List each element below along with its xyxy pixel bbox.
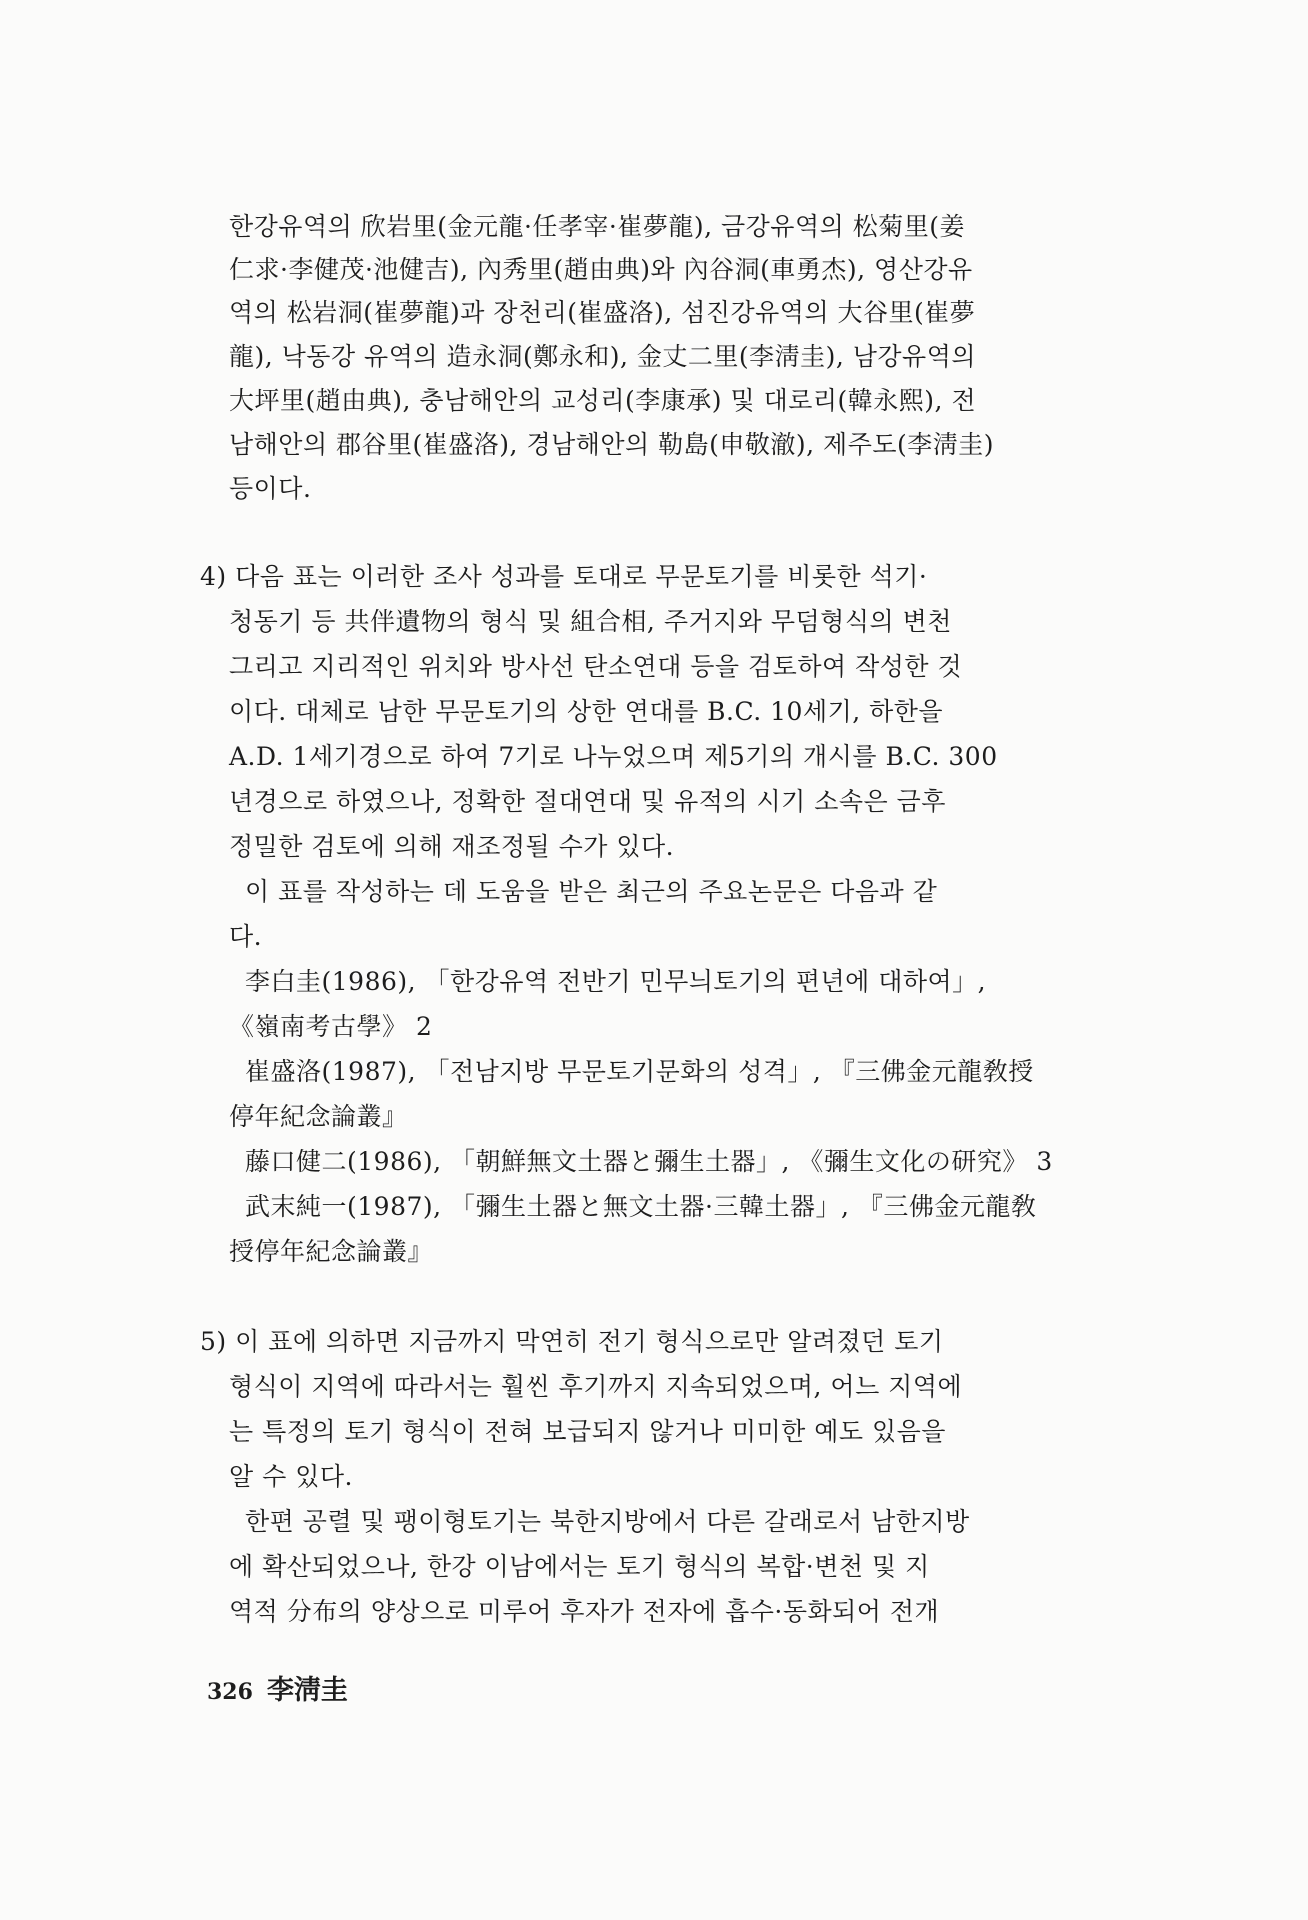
reference-line: 崔盛洛(1987), 「전남지방 무문토기문화의 성격」, 『三佛金元龍敎授	[245, 1057, 1034, 1086]
text-line: 한편 공렬 및 팽이형토기는 북한지방에서 다른 갈래로서 남한지방	[245, 1507, 970, 1536]
text-line: 大坪里(趙由典), 충남해안의 교성리(李康承) 및 대로리(韓永熙), 전	[229, 386, 977, 415]
running-author: 李淸圭	[266, 1675, 348, 1706]
text-line: 청동기 등 共伴遺物의 형식 및 組合相, 주거지와 무덤형식의 변천	[229, 607, 952, 636]
note-5-first-line: 5) 이 표에 의하면 지금까지 막연히 전기 형식으로만 알려졌던 토기	[200, 1327, 944, 1356]
reference-line: 《嶺南考古學》 2	[229, 1012, 433, 1041]
text-line: 龍), 낙동강 유역의 造永洞(鄭永和), 金丈二里(李淸圭), 남강유역의	[229, 342, 976, 371]
text-line: 仁求·李健茂·池健吉), 內秀里(趙由典)와 內谷洞(車勇杰), 영산강유	[229, 255, 973, 284]
text-line: 이 표를 작성하는 데 도움을 받은 최근의 주요논문은 다음과 같	[245, 877, 938, 906]
reference-line: 藤口健二(1986), 「朝鮮無文土器と彌生土器」, 《彌生文化の研究》 3	[245, 1147, 1053, 1176]
text-line: 역적 分布의 양상으로 미루어 후자가 전자에 흡수·동화되어 전개	[229, 1597, 940, 1626]
page-footer	[207, 1668, 348, 1707]
text-line: 이다. 대체로 남한 무문토기의 상한 연대를 B.C. 10세기, 하한을	[229, 697, 944, 726]
text-line: 그리고 지리적인 위치와 방사선 탄소연대 등을 검토하여 작성한 것	[229, 652, 963, 681]
text-line: 정밀한 검토에 의해 재조정될 수가 있다.	[229, 832, 675, 861]
note-4-first-line: 4) 다음 표는 이러한 조사 성과를 토대로 무문토기를 비롯한 석기·	[200, 562, 928, 591]
text-line: A.D. 1세기경으로 하여 7기로 나누었으며 제5기의 개시를 B.C. 300	[229, 742, 998, 771]
page-number: 326	[207, 1679, 253, 1705]
text-line: 년경으로 하였으나, 정확한 절대연대 및 유적의 시기 소속은 금후	[229, 787, 946, 816]
reference-line: 授停年紀念論叢』	[229, 1237, 434, 1266]
reference-line: 停年紀念論叢』	[229, 1102, 408, 1131]
text-line: 다.	[229, 922, 263, 951]
text-line: 역의 松岩洞(崔夢龍)과 장천리(崔盛洛), 섬진강유역의 大谷里(崔夢	[229, 298, 976, 327]
text-line: 등이다.	[229, 474, 312, 503]
text-line: 에 확산되었으나, 한강 이남에서는 토기 형식의 복합·변천 및 지	[229, 1552, 930, 1581]
text-line: 한강유역의 欣岩里(金元龍·任孝宰·崔夢龍), 금강유역의 松菊里(姜	[229, 212, 965, 241]
text-line: 형식이 지역에 따라서는 훨씬 후기까지 지속되었으며, 어느 지역에	[229, 1372, 963, 1401]
text-line: 알 수 있다.	[229, 1462, 353, 1491]
text-line: 남해안의 郡谷里(崔盛洛), 경남해안의 勒島(申敬澈), 제주도(李淸圭)	[229, 430, 995, 459]
text-line: 는 특정의 토기 형식이 전혀 보급되지 않거나 미미한 예도 있음을	[229, 1417, 946, 1446]
reference-line: 武末純一(1987), 「彌生土器と無文土器·三韓土器」, 『三佛金元龍敎	[245, 1192, 1037, 1221]
reference-line: 李白圭(1986), 「한강유역 전반기 민무늬토기의 편년에 대하여」,	[245, 967, 987, 996]
